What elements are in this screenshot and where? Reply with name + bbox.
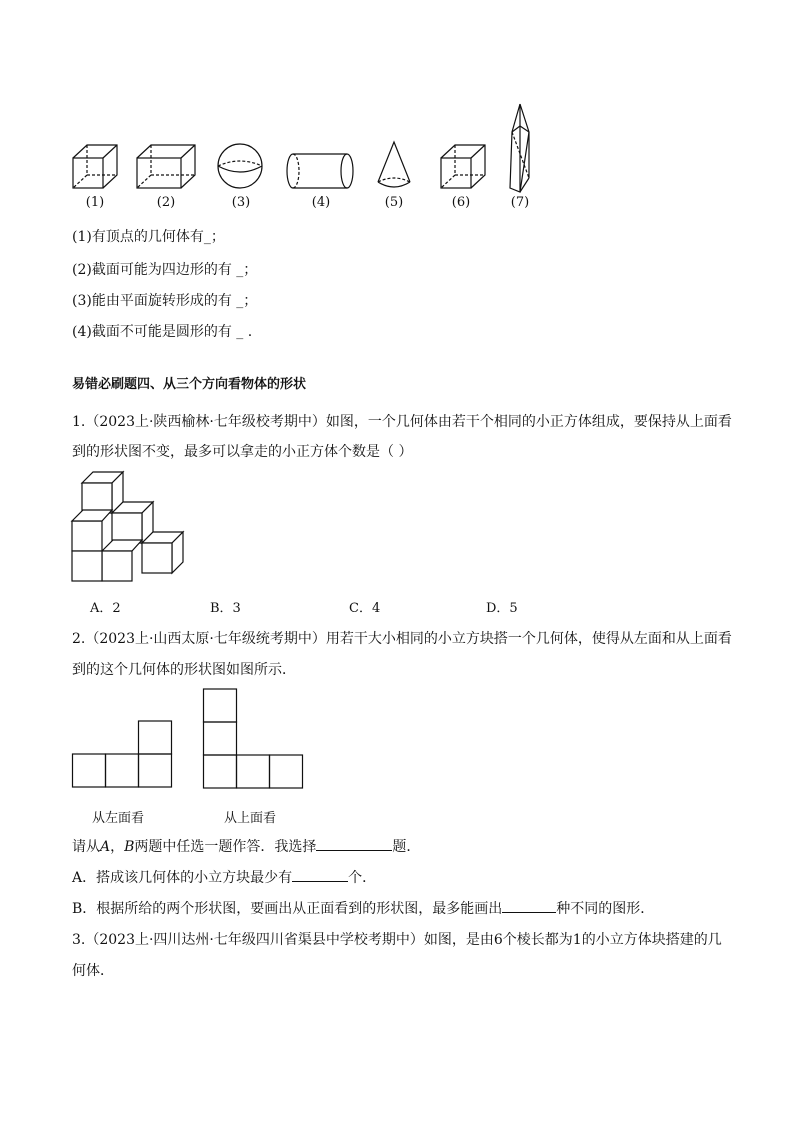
q3-text-line2: 何体． [72, 963, 114, 979]
top-view-figure [203, 688, 313, 798]
q1-text-line2: 到的形状图不变，最多可以拿走的小正方体个数是（ ） [72, 444, 413, 460]
q1-option-d[interactable]: D．5 [486, 601, 518, 616]
cuboid-solid-2 [137, 145, 195, 188]
figure-label-1: (1) [85, 195, 105, 210]
q2-choose-blank[interactable] [316, 838, 392, 851]
q2-choose-end: 题． [392, 839, 421, 855]
figure-label-7: (7) [510, 195, 530, 210]
q2-b-post: 种不同的图形． [556, 901, 655, 917]
cylinder-solid-4 [287, 154, 353, 188]
q2-choose-line [72, 836, 420, 856]
section-title: 易错必刷题四、从三个方向看物体的形状 [72, 377, 307, 392]
figure-label-4: (4) [311, 195, 331, 210]
cone-solid-5 [378, 142, 410, 187]
q2-option-b-line [72, 898, 654, 918]
cube-solid-1 [73, 145, 117, 188]
question-top-4: (4)截面不可能是圆形的有 _ . [72, 324, 253, 340]
q2-a-post: 个． [348, 870, 377, 886]
figure-label-6: (6) [451, 195, 471, 210]
q1-option-a[interactable]: A．2 [90, 601, 121, 616]
q3-text-line1: 3.（2023上·四川达州·七年级四川省渠县中学校考期中）如图，是由6个棱长都为1的小立方体块搭建的几 [72, 932, 722, 948]
question-top-1: (1)有顶点的几何体有_； [72, 229, 225, 245]
figure-label-3: (3) [231, 195, 251, 210]
figure-label-2: (2) [156, 195, 176, 210]
caption-left-view: 从左面看 [92, 811, 145, 826]
q1-text-line1: 1.（2023上·陕西榆林·七年级校考期中）如图，一个几何体由若干个相同的小正方体组成，要保持从上面看 [72, 414, 732, 430]
q2-a-blank[interactable] [292, 869, 348, 882]
figure-label-5: (5) [384, 195, 404, 210]
question-top-2: (2)截面可能为四边形的有 _； [72, 262, 258, 278]
caption-top-view: 从上面看 [224, 811, 277, 826]
q1-option-c[interactable]: C．4 [349, 601, 381, 616]
q2-choose-a: A [100, 839, 111, 855]
cube-solid-6 [441, 145, 485, 188]
left-view-figure [72, 720, 182, 800]
q2-text-line1: 2.（2023上·山西太原·七年级统考期中）用若干大小相同的小立方块搭一个几何体，使得从左面和从上面看 [72, 631, 732, 647]
q2-choose-pre: 请从 [72, 839, 100, 855]
sphere-solid-3 [218, 144, 262, 188]
q2-choose-post: 两题中任选一题作答．我选择 [134, 839, 317, 855]
pyramid-solid-7 [510, 104, 529, 192]
cube-stack-figure [68, 470, 208, 590]
q2-b-pre: B．根据所给的两个形状图，要画出从正面看到的形状图，最多能画出 [72, 901, 503, 917]
q1-option-b[interactable]: B．3 [210, 601, 241, 616]
question-top-3: (3)能由平面旋转形成的有 _； [72, 293, 258, 309]
q2-option-a-line [72, 867, 376, 887]
geometric-solids-figure [0, 0, 794, 200]
q2-a-pre: A．搭成该几何体的小立方块最少有 [72, 870, 293, 886]
q2-b-blank[interactable] [502, 900, 556, 913]
q2-text-line2: 到的这个几何体的形状图如图所示． [72, 662, 296, 678]
q2-choose-sep: ， [110, 839, 125, 855]
q2-choose-b: B [124, 839, 135, 855]
